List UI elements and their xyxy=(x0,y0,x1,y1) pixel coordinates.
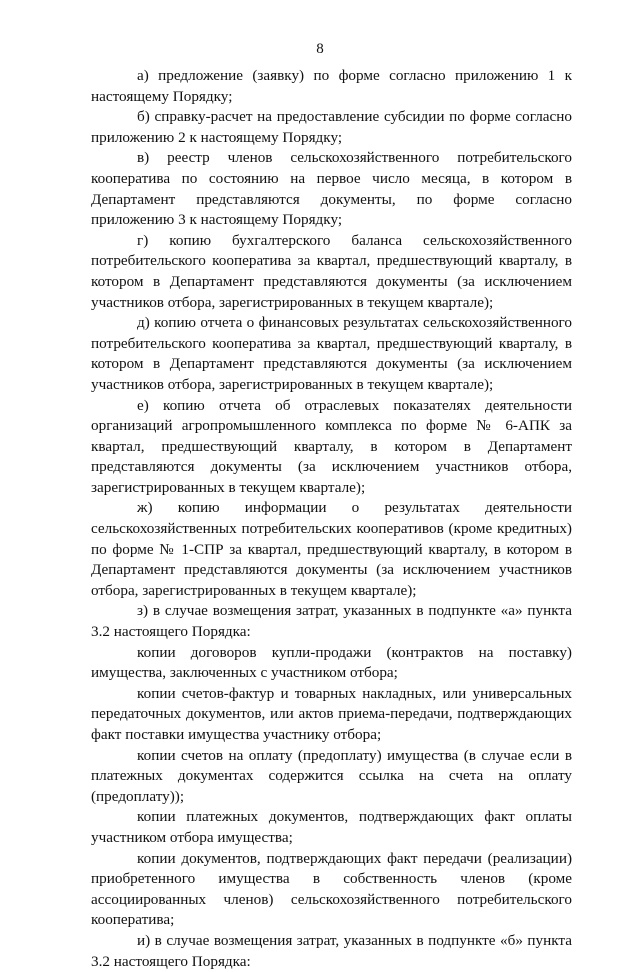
sub-item-transfer-documents: копии документов, подтверждающих факт передачи (реализации) приобретенного имущества в собственность членов (кроме ассоциированных членов) сельскохозяйственного потребительского кооператива; xyxy=(91,849,572,929)
document-body xyxy=(91,66,572,972)
list-item-z: з) в случае возмещения затрат, указанных в подпункте «а» пункта 3.2 настоящего Порядка: xyxy=(91,602,572,641)
list-item-d: д) копию отчета о финансовых результатах сельскохозяйственного потребительского кооператива за квартал, предшествующий кварталу, в котором в Департамент представляются документы (за исключением участников отбора, зарегистрированных в текущем квартале); xyxy=(91,314,572,393)
sub-item-invoices: копии счетов-фактур и товарных накладных, или универсальных передаточных документов, или актов приема-передачи, подтверждающих факт поставки имущества участнику отбора; xyxy=(91,684,572,743)
page-number: 8 xyxy=(316,41,324,57)
list-item-b: б) справку-расчет на предоставление субсидии по форме согласно приложению 2 к настоящему Порядку; xyxy=(91,108,572,146)
list-item-i: и) в случае возмещения затрат, указанных в подпункте «б» пункта 3.2 настоящего Порядка: xyxy=(91,931,572,970)
list-item-zh: ж) копию информации о результатах деятельности сельскохозяйственных потребительских кооперативов (кроме кредитных) по форме № 1-СПР за квартал, предшествующий кварталу, в котором в Департамент представляются документы (за исключением участников отбора, зарегистрированных в текущем квартале); xyxy=(91,499,572,599)
list-item-g: г) копию бухгалтерского баланса сельскохозяйственного потребительского кооператива за квартал, предшествующий кварталу, в котором в Департамент представляются документы (за исключением участников отбора, зарегистрированных в текущем квартале); xyxy=(91,231,572,311)
sub-item-payment-documents: копии платежных документов, подтверждающих факт оплаты участником отбора имущества; xyxy=(91,808,572,846)
sub-item-contracts: копии договоров купли-продажи (контрактов на поставку) имущества, заключенных с участником отбора; xyxy=(91,643,572,682)
list-item-e: е) копию отчета об отраслевых показателях деятельности организаций агропромышленного комплекса по форме № 6-АПК за квартал, предшествующий кварталу, в котором в Департамент представляются документы (за исключением участников отбора, зарегистрированных в текущем квартале); xyxy=(91,396,572,496)
list-item-a: а) предложение (заявку) по форме согласно приложению 1 к настоящему Порядку; xyxy=(91,67,572,105)
sub-item-payment-bills: копии счетов на оплату (предоплату) имущества (в случае если в платежных документах содержится ссылка на счета на оплату (предоплату)); xyxy=(91,746,572,805)
list-item-v: в) реестр членов сельскохозяйственного потребительского кооператива по состоянию на первое число месяца, в котором в Департамент представляются документы, по форме согласно приложению 3 к настоящему Порядку; xyxy=(91,149,572,229)
